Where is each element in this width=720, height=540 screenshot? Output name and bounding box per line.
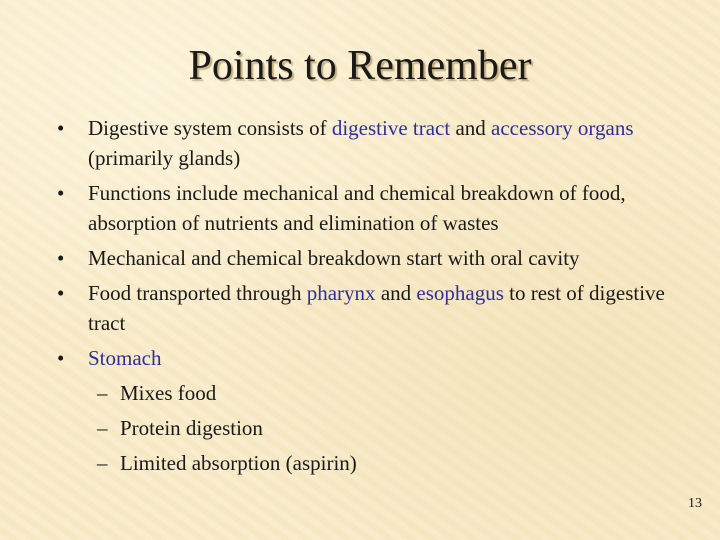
bullet-term: esophagus (416, 281, 504, 305)
sub-bullet-text: Protein digestion (120, 416, 263, 440)
bullet-item (0, 178, 720, 238)
bullet-icon: • (57, 346, 65, 370)
bullet-icon: • (57, 281, 65, 305)
bullet-item (0, 113, 720, 173)
bullet-text-segment: Digestive system consists of (88, 116, 332, 140)
bullet-item (0, 278, 720, 338)
bullet-text-segment: (primarily glands) (88, 146, 241, 170)
bullet-text-segment: and (375, 281, 417, 305)
bullet-list (0, 113, 720, 483)
bullet-item (0, 243, 720, 273)
sub-bullet-item (0, 413, 720, 443)
sub-bullet-item (0, 448, 720, 478)
dash-icon: – (97, 381, 108, 405)
bullet-icon: • (57, 181, 65, 205)
bullet-text-segment: Functions include mechanical and chemical breakdown of food, absorption of nutrients and elimination of wastes (88, 181, 626, 235)
sub-bullet-item (0, 378, 720, 408)
bullet-text-segment: to rest of digestive tract (88, 281, 665, 335)
bullet-text-segment: and (450, 116, 492, 140)
bullet-text-segment: Mechanical and chemical breakdown start with oral cavity (88, 246, 580, 270)
bullet-icon: • (57, 246, 65, 270)
dash-icon: – (97, 416, 108, 440)
bullet-term: pharynx (306, 281, 376, 305)
bullet-term: accessory organs (491, 116, 634, 140)
bullet-text-segment: Food transported through (88, 281, 307, 305)
slide-title: Points to Remember (188, 43, 532, 89)
bullet-item (0, 343, 720, 373)
bullet-term: Stomach (88, 346, 162, 370)
dash-icon: – (97, 451, 108, 475)
bullet-icon: • (57, 116, 65, 140)
page-number: 13 (688, 496, 702, 511)
sub-bullet-text: Mixes food (120, 381, 217, 405)
sub-bullet-text: Limited absorption (aspirin) (120, 451, 357, 475)
bullet-term: digestive tract (331, 116, 451, 140)
